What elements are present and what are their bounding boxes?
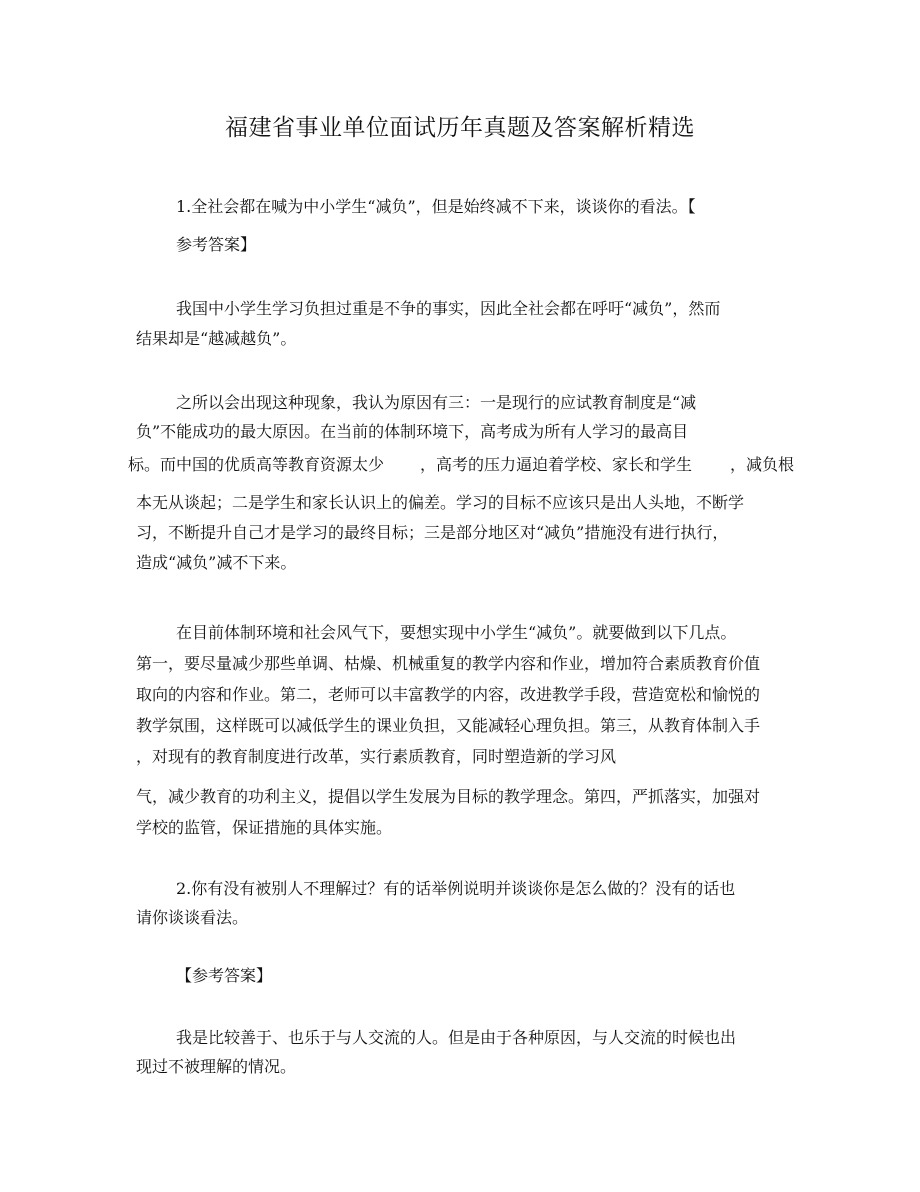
para-3-line-3: 取向的内容和作业。第二，老师可以丰富教学的内容，改进教学手段，营造宽松和愉悦的: [136, 685, 761, 704]
para-4-line-1: 我是比较善于、也乐于与人交流的人。但是由于各种原因，与人交流的时候也出: [176, 1028, 737, 1047]
para-2-line-3c: ，减负根: [730, 455, 795, 474]
document-title: 福建省事业单位面试历年真题及答案解析精选: [225, 115, 695, 141]
para-1-line-2: 结果却是“越减越负”。: [136, 329, 297, 348]
para-2-line-3a: 标。而中国的优质高等教育资源太少: [128, 455, 385, 474]
q2-answer-heading: 【参考答案】: [176, 966, 273, 985]
para-2-line-1: 之所以会出现这种现象，我认为原因有三：一是现行的应试教育制度是“减: [176, 393, 697, 412]
para-3-line-6: 气，减少教育的功利主义，提倡以学生发展为目标的教学理念。第四，严抓落实，加强对: [136, 787, 761, 806]
para-2-line-5: 习，不断提升自己才是学习的最终目标；三是部分地区对“减负”措施没有进行执行，: [136, 523, 729, 542]
q1-line-2: 参考答案】: [176, 235, 257, 254]
para-1-line-1: 我国中小学生学习负担过重是不争的事实，因此全社会都在呼吁“减负”，然而: [176, 299, 721, 318]
para-2-line-4: 本无从谈起；二是学生和家长认识上的偏差。学习的目标不应该只是出人头地，不断学: [136, 493, 745, 512]
para-4-line-2: 现过不被理解的情况。: [136, 1057, 297, 1076]
q2-line-1: 2.你有没有被别人不理解过？有的话举例说明并谈谈你是怎么做的？没有的话也: [176, 879, 736, 898]
q2-line-2: 请你谈谈看法。: [136, 908, 249, 927]
para-3-line-1: 在目前体制环境和社会风气下，要想实现中小学生“减负”。就要做到以下几点。: [176, 623, 737, 642]
para-3-line-7: 学校的监管，保证措施的具体实施。: [136, 818, 393, 837]
para-3-line-4: 教学氛围，这样既可以减低学生的课业负担，又能减轻心理负担。第三，从教育体制入手: [136, 716, 761, 735]
q1-line-1: 1.全社会都在喊为中小学生“减负”，但是始终减不下来，谈谈你的看法。【: [176, 197, 696, 216]
para-3-line-5: ，对现有的教育制度进行改革，实行素质教育，同时塑造新的学习风: [136, 747, 617, 766]
para-2-line-2: 负”不能成功的最大原因。在当前的体制环境下，高考成为所有人学习的最高目: [136, 422, 689, 441]
para-2-line-3b: ，高考的压力逼迫着学校、家长和学生: [420, 455, 693, 474]
para-3-line-2: 第一，要尽量减少那些单调、枯燥、机械重复的教学内容和作业，增加符合素质教育价值: [136, 654, 761, 673]
para-2-line-6: 造成“减负”减不下来。: [136, 553, 297, 572]
